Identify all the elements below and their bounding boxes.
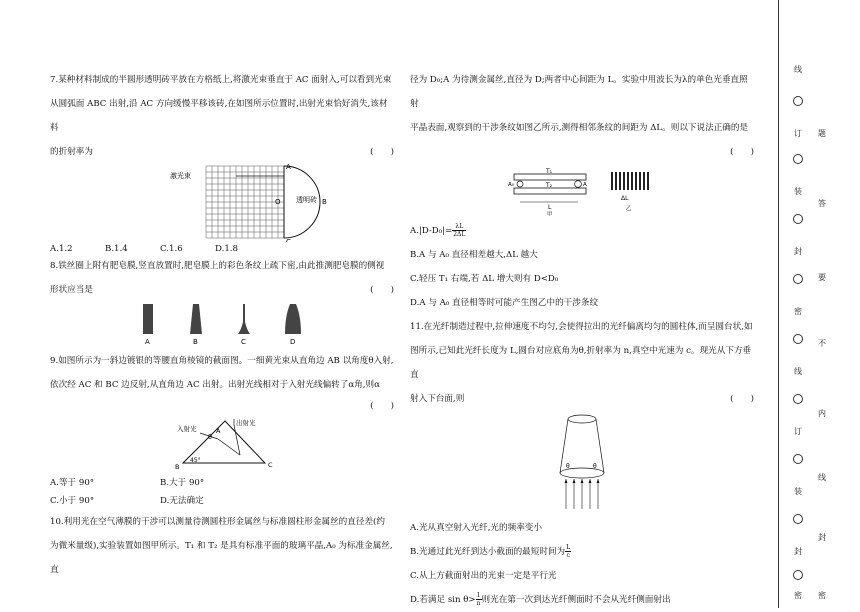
binding-hole: [793, 214, 803, 224]
label-A: A: [216, 427, 221, 435]
bind-char: 订: [794, 129, 802, 138]
q11-option-b-text: B.光通过此光纤到达小截面的最短时间为: [410, 547, 566, 557]
wire-a: [575, 181, 582, 188]
label-t1: T₁: [546, 168, 553, 175]
q10-option-c[interactable]: C.轻压 T₁ 右端,若 ΔL 增大则有 D<D₀: [410, 274, 559, 284]
q8-text-line1: 8.铁丝圈上附有肥皂膜,竖直放置时,肥皂膜上的彩色条纹上疏下密,由此推测肥皂膜的侧视: [50, 261, 385, 271]
binding-hole: [793, 274, 803, 284]
bind-char: 装: [794, 187, 802, 196]
q11-option-d[interactable]: [410, 588, 756, 612]
bind-char: 封: [794, 547, 802, 556]
q11-option-a[interactable]: A.光从真空射入光纤,光的频率变小: [410, 523, 542, 533]
q10-text-line2: 为微米量级),实验装置如图甲所示。T₁ 和 T₂ 是具有标准平面的玻璃平晶,A₀ 为标准金属丝,直: [50, 541, 393, 575]
q11-text-line1: 11.在光纤制造过程中,拉伸速度不均匀,会使得拉出的光纤偏离均匀的圆柱体,而呈圆台状,如: [410, 322, 753, 332]
bind-char: 密: [818, 591, 826, 600]
fraction-denominator: c: [566, 552, 570, 559]
label-C: C: [286, 238, 291, 242]
q10-text-line4: 平晶表面,观察到的干涉条纹如图乙所示,测得相邻条纹的间距为 ΔL。则以下说法正确的是: [410, 123, 749, 133]
bind-char: 内: [818, 409, 826, 418]
label-a: A: [583, 182, 587, 188]
binding-hole: [793, 570, 803, 580]
q9-options-row2: [50, 492, 396, 510]
binding-hole: [793, 514, 803, 524]
bind-char: 要: [818, 273, 826, 282]
q7-figure: [50, 164, 396, 242]
label-yi: 乙: [626, 206, 632, 212]
fraction-numerator: 1: [476, 592, 481, 599]
fraction-denominator: n: [476, 600, 481, 607]
label-theta-right: θ: [593, 463, 597, 470]
label-t2: T₂: [546, 182, 553, 189]
q10-answer-bracket: ( ): [730, 147, 754, 157]
label-O: O: [275, 198, 281, 206]
shape-label-d: D: [290, 338, 296, 346]
bind-char: 密: [794, 591, 802, 600]
bind-char: 题: [818, 129, 826, 138]
bind-char: 答: [818, 199, 826, 208]
q10-text-line3: 径为 D₀;A 为待测金属丝,直径为 D;两者中心间距为 L。实验中用波长为λ的单色光垂直照射: [410, 75, 748, 109]
q11-fiber-diagram: [410, 411, 756, 513]
bind-char: 装: [794, 487, 802, 496]
q9-option-a[interactable]: A.等于 90°: [50, 478, 95, 488]
q7-grid-diagram: [50, 164, 396, 242]
label-incident: 入射光: [177, 425, 197, 433]
q9-answer-bracket: ( ): [370, 401, 394, 411]
q11-option-b-fraction: [565, 544, 571, 559]
shape-a: [143, 304, 153, 334]
fraction-numerator: λL: [452, 223, 466, 231]
q11-option-c[interactable]: C.从上方截面射出的光束一定是平行光: [410, 571, 557, 581]
q7-text-line3: 的折射率为: [50, 147, 93, 157]
bind-char: 不: [818, 339, 826, 348]
bind-char: 密: [794, 307, 802, 316]
binding-hole: [793, 154, 803, 164]
fiber-top: [568, 415, 596, 423]
q7-option-a[interactable]: A.1.2: [50, 244, 73, 254]
shape-label-c: C: [241, 338, 246, 346]
grid-paper: [206, 166, 284, 238]
q9-prism-diagram: [50, 415, 396, 471]
light-rays: [566, 479, 598, 509]
q7-options: [50, 244, 396, 254]
label-a0: A₀: [508, 182, 514, 188]
q11-option-d-text-post: 则光在第一次到达光纤侧面时不会从光纤侧面射出: [481, 595, 671, 605]
q9-text-line2: 依次经 AC 和 BC 边反射,从直角边 AC 出射。出射光线相对于入射光线偏转了α角,则α: [50, 380, 380, 390]
q7-text-line1: 7.某种材料制成的半圆形透明砖平放在方格纸上,将激光束垂直于 AC 面射入,可以看到光束: [50, 75, 392, 85]
q7-option-b[interactable]: B.1.4: [105, 244, 128, 254]
label-brick: 透明砖: [296, 196, 317, 204]
bind-char: 线: [794, 367, 802, 376]
q10-option-a-fraction: [452, 223, 466, 238]
q10-option-a[interactable]: [410, 219, 756, 243]
q10-text-line1: 10.利用光在空气薄膜的干涉可以测量待测圆柱形金属丝与标准圆柱形金属丝的直径差(约: [50, 517, 385, 527]
q9-option-d[interactable]: D.无法确定: [160, 496, 204, 506]
q7-answer-bracket: ( ): [370, 147, 394, 157]
q9-options-row1: [50, 474, 396, 492]
label-theta: θ: [208, 433, 212, 441]
q8-text-line2: 形状应当是: [50, 285, 93, 295]
q10-option-d[interactable]: D.A 与 A₀ 直径相等时可能产生图乙中的干涉条纹: [410, 298, 599, 308]
q11-answer-bracket: ( ): [730, 394, 754, 404]
shape-d: [285, 304, 301, 334]
q7-option-d[interactable]: D.1.8: [215, 244, 238, 254]
q9-text-line1: 9.如图所示为一斜边镀银的等腰直角棱镜的截面图。一细黄光束从直角边 AB 以角度θ入射,: [50, 356, 394, 366]
q8-answer-bracket: ( ): [370, 285, 394, 295]
label-laser: 激光束: [170, 172, 191, 180]
q10-option-b[interactable]: B.A 与 A₀ 直径相差越大,ΔL 越大: [410, 250, 538, 260]
q11-option-d-text-pre: D.若满足 sin θ>: [410, 595, 476, 605]
bind-char: 线: [794, 65, 802, 74]
q7-text-line2: 从圆弧面 ABC 出射,沿 AC 方向缓慢平移该砖,在如图所示位置时,出射光束恰好消失,该材料: [50, 99, 388, 133]
shape-label-b: B: [193, 338, 198, 346]
bind-char: 封: [818, 533, 826, 542]
fraction-denominator: 2ΔL: [453, 231, 466, 238]
binding-line: [778, 0, 779, 608]
binding-margin: [786, 0, 860, 608]
binding-hole: [793, 96, 803, 106]
binding-hole: [793, 454, 803, 464]
label-B: B: [322, 198, 327, 206]
label-exit: 出射光: [236, 419, 256, 427]
shape-c: [238, 304, 250, 334]
shape-b: [190, 304, 202, 334]
label-dl: ΔL: [621, 195, 629, 202]
label-45: 45°: [190, 457, 201, 464]
bind-char: 封: [794, 247, 802, 256]
label-theta-left: θ: [566, 463, 570, 470]
label-B: B: [175, 463, 180, 471]
binding-hole: [793, 394, 803, 404]
fringes: [611, 172, 649, 190]
wire-a0: [517, 181, 523, 187]
right-column: [410, 68, 756, 612]
q10-interference-diagram: [410, 164, 756, 216]
q11-option-b[interactable]: [410, 540, 756, 564]
label-A: A: [286, 164, 291, 171]
q8-film-shapes: [50, 302, 396, 346]
fraction-numerator: L: [566, 544, 571, 551]
q9-option-b[interactable]: B.大于 90°: [160, 478, 205, 488]
shape-label-a: A: [145, 338, 150, 346]
q10-option-a-text: A.|D-D₀|=: [410, 226, 453, 236]
q11-text-line2: 图所示,已知此光纤长度为 L,圆台对应底角为θ,折射率为 n,真空中光速为 c。现光从下方垂直: [410, 346, 752, 380]
bind-char: 线: [818, 473, 826, 482]
label-C: C: [268, 461, 273, 469]
label-jia: 甲: [547, 212, 553, 216]
label-l: L: [548, 204, 552, 211]
q11-text-line3: 射入下台面,则: [410, 394, 465, 404]
q7-option-c[interactable]: C.1.6: [160, 244, 183, 254]
left-column: [50, 68, 396, 582]
binding-hole: [793, 334, 803, 344]
bind-char: 订: [794, 427, 802, 436]
q9-option-c[interactable]: C.小于 90°: [50, 496, 95, 506]
